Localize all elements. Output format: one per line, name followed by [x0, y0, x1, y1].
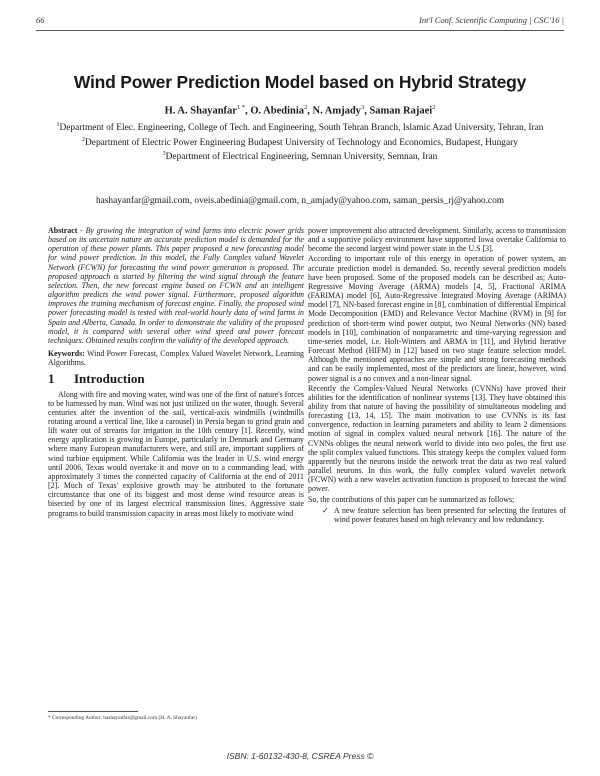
- left-column: [48, 226, 304, 519]
- checkmark-icon: ✓: [322, 505, 329, 515]
- affiliation: [56, 120, 544, 135]
- body-paragraph: power improvement also attracted development. Similarly, access to transmission and a supportive policy environment have supported Iowa overtake California to become the second largest wind power state in the U.S [3].: [308, 226, 566, 254]
- author-sup: 2: [304, 104, 308, 111]
- section-title: Introduction: [74, 371, 145, 387]
- affiliation: [56, 149, 544, 164]
- affiliations: [56, 120, 544, 164]
- author-sup: 1 *: [236, 104, 246, 111]
- conference-header: Int'l Conf. Scientific Computing | CSC'16 |: [418, 15, 564, 25]
- contribution-text: A new feature selection has been presented for selecting the features of wind power features based on high relevancy and low redundancy.: [334, 505, 566, 524]
- author-sep: ,: [245, 105, 251, 117]
- header-rule: [36, 30, 564, 31]
- body-paragraph: According to important role of this energy in operation of power system, an accurate prediction model is demanded. So, recently several prediction models have been proposed. Some of the proposed models can be described as; Auto-Regressive Moving Average (ARMA) models [4, 5], Fractional ARIMA (FARIMA) model [6], Auto-Regressive Integrated Moving Average (ARIMA) model [7], NN-based forecast engine in [8], combination of differential Empirical Mode Decomposition (EMD) and Relevance Vector Machine (RVM) in [9] for prediction of short-term wind power output, two Neural Networks (NN) based models in [10], combination of nonparametric and time-varying regression and time-series model, i.e. Holt-Winters and ARMA in [11], and Hybrid Iterative Forecast Method (HIFM) in [12] based on two stage feature selection model. Although the mentioned approaches are simple and strong forecasting methods and can be easily implemented, most of the predictors are linear, however, wind power signal is a no convex and a non-linear signal.: [308, 254, 566, 383]
- keywords: [48, 349, 304, 367]
- section-number: 1: [48, 371, 55, 387]
- abstract: [48, 226, 304, 345]
- abstract-label: Abstract: [48, 226, 78, 235]
- keywords-label: Keywords:: [48, 349, 85, 359]
- footnote: * Corresponding Author: hashayanfar@gmail.com (H. A. Shayanfar): [48, 715, 197, 721]
- author-sup: 3: [360, 104, 365, 111]
- contribution-item: [322, 506, 566, 524]
- intro-paragraph: Along with fire and moving water, wind was one of the first of nature's forces to be harnessed by man. Wind was not just utilized on the water, though. Several centuries after the invention of the sail, vertical-axis windmills (windmills rotating around a vertical line, like a carousel) in Persia began to grind grain and lift water out of streams for irrigation in the 10th century [1]. Recently, wind energy application is growing in Europe, particularly in Denmark and Germany where many European manufacturers were, and still are, important suppliers of wind turbine equipment. While California was the leader in U.S. wind energy until 2006, Texas would overtake it and move on to a commanding lead, with approximately 3 times the connected capacity of California at the end of 2011 [2]. Much of Texas' explosive growth may be attributed to the fortunate circumstance that one of its biggest and most dense wind resource areas is bisected by one of its largest electrical transmission lines. Aggressive state programs to build transmission capacity in areas most likely to motivate wind: [48, 389, 304, 518]
- affiliation-text: Department of Electric Power Engineering Budapest University of Technology and Economics, Budapest, Hungary: [85, 137, 518, 148]
- footnote-rule: [48, 711, 138, 712]
- author-sep: ,: [307, 105, 313, 117]
- author-name: H. A. Shayanfar: [164, 105, 237, 117]
- author-name: O. Abedinia: [250, 105, 305, 117]
- paper-title: Wind Power Prediction Model based on Hybrid Strategy: [73, 72, 527, 92]
- author-sep: ,: [364, 105, 370, 117]
- author-name: Saman Rajaei: [369, 105, 433, 117]
- body-paragraph: So, the contributions of this paper can be summarized as follows;: [308, 494, 515, 504]
- author-name: N. Amjady: [312, 105, 361, 117]
- body-paragraph: Recently the Complex-Valued Neural Networks (CVNNs) have proved their abilities for the identification of nonlinear systems [13]. They have obtained this ability from that nature of having the possibility of simultaneous modeling and forecasting [13, 14, 15]. The main motivation to use CVNNs is its fast convergence, reduction in learning parameters and ability to learn 2 dimensions motion of signal in complex valued neural network [16]. The nature of the CVNNs obliges the neural network world to divide into two poles, the first use the split complex valued functions. This strategy keeps the complex valued form apparently but the neurons inside the network treat the data as two real valued parallel neurons. In this work, the fully complex valued wavelet network (FCWN) with a new wavelet activation function is proposed to forecast the wind power.: [308, 383, 566, 494]
- abstract-text: - By growing the integration of wind farms into electric power grids based on its uncertain nature an accurate prediction model is demanded for the operation of these power plants. This paper proposed a new forecasting model for wind power prediction. In this model, the Fully Complex valued Wavelet Network (FCWN) for forecasting the wind power generation is proposed. The proposed approach is started by filtering the wind signal through the feature selection. Then, the new forecast engine based on FCWN and an intelligent algorithm predicts the wind power signal. Furthermore, proposed algorithm improves the training mechanism of forecast engine. Finally, the proposed wind power forecasting model is tested with real-world hourly data of wind farms in Spain and Alberta, Canada. In order to demonstrate the validity of the proposed model, it is compared with several other wind speed and power forecast techniques. Obtained results confirm the validity of the developed approach.: [48, 226, 304, 345]
- keywords-text: Wind Power Forecast, Complex Valued Wavelet Network, Learning Algorithms.: [48, 349, 304, 368]
- section-heading: [48, 371, 304, 387]
- page-number: 66: [36, 15, 45, 25]
- affiliation-sup: 1: [56, 122, 60, 128]
- affiliation-sup: 2: [82, 136, 86, 143]
- author-list: [0, 104, 600, 117]
- right-column: [308, 226, 566, 524]
- page-footer: ISBN: 1-60132-430-8, CSREA Press ©: [226, 751, 374, 761]
- affiliation-text: Department of Elec. Engineering, College of Tech. and Engineering, South Tehran Branch, Islamic Azad University, Tehran, Iran: [59, 123, 544, 134]
- author-emails: hashayanfar@gmail.com, oveis.abedinia@gmail.com, n_amjady@yahoo.com, saman_persis_rj@yahoo.com: [95, 196, 505, 206]
- affiliation-text: Department of Electrical Engineering, Semnan University, Semnan, Iran: [165, 152, 438, 163]
- affiliation-sup: 3: [162, 151, 166, 158]
- affiliation: [56, 135, 544, 150]
- author-sup: 2: [432, 104, 436, 111]
